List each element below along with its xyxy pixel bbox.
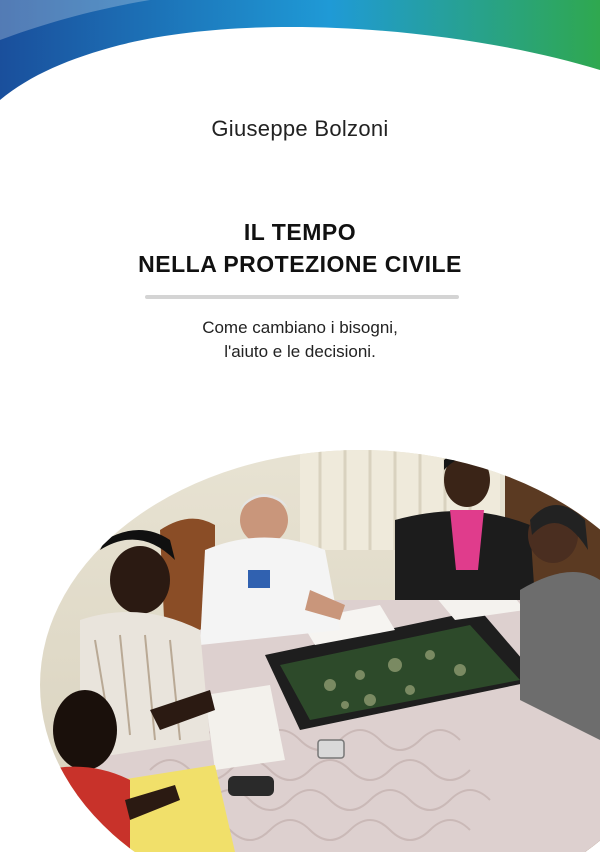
title-line-1: IL TEMPO bbox=[243, 219, 357, 245]
top-banner-swoosh bbox=[0, 0, 600, 110]
author-name: Giuseppe Bolzoni bbox=[211, 116, 389, 141]
subtitle-line-1: Come cambiano i bisogni, bbox=[202, 318, 398, 337]
divider-rule bbox=[145, 295, 459, 299]
cover-photo bbox=[0, 440, 600, 852]
book-subtitle bbox=[0, 316, 600, 364]
subtitle-line-2: l'aiuto e le decisioni. bbox=[224, 342, 376, 361]
title-line-2: NELLA PROTEZIONE CIVILE bbox=[138, 251, 462, 277]
book-title bbox=[0, 216, 600, 280]
